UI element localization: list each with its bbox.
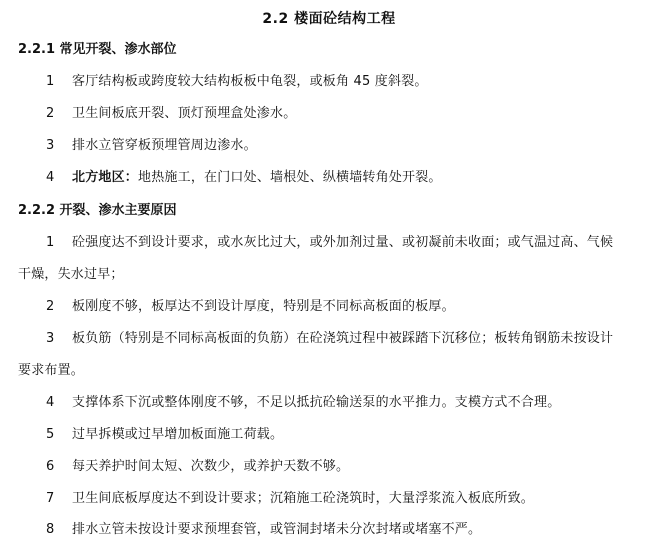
item-number: 2 <box>46 106 55 121</box>
item-number: 7 <box>46 491 55 506</box>
item-text: 地热施工，在门口处、墙根处、纵横墙转角处开裂。 <box>138 170 442 185</box>
list-item <box>46 487 534 506</box>
item-number: 8 <box>46 522 55 537</box>
list-item <box>46 423 283 442</box>
item-text: 卫生间板底开裂、顶灯预埋盒处渗水。 <box>72 106 297 121</box>
list-item <box>46 518 481 537</box>
item-text: 板刚度不够，板厚达不到设计厚度，特别是不同标高板面的板厚。 <box>72 299 455 314</box>
item-text: 砼强度达不到设计要求，或水灰比过大，或外加剂过量、或初凝前未收面；或气温过高、气候 <box>72 235 614 250</box>
item-number: 1 <box>46 235 55 250</box>
item-text: 每天养护时间太短、次数少，或养护天数不够。 <box>72 459 350 474</box>
list-item <box>46 134 257 153</box>
item-number: 6 <box>46 459 55 474</box>
item-text: 过早拆模或过早增加板面施工荷载。 <box>72 427 284 442</box>
list-item <box>46 327 613 346</box>
item-text: 支撑体系下沉或整体刚度不够，不足以抵抗砼输送泵的水平推力。支模方式不合理。 <box>72 395 561 410</box>
item-number: 3 <box>46 138 55 153</box>
list-item <box>46 391 560 410</box>
item-text: 排水立管穿板预埋管周边渗水。 <box>72 138 257 153</box>
item-number: 4 <box>46 395 55 410</box>
list-item <box>46 70 428 89</box>
item-number: 4 <box>46 170 55 185</box>
item-continuation: 要求布置。 <box>18 363 85 378</box>
list-item <box>46 166 442 185</box>
item-number: 5 <box>46 427 55 442</box>
list-item <box>46 231 613 250</box>
item-number: 2 <box>46 299 55 314</box>
list-item <box>46 102 296 121</box>
item-text: 卫生间底板厚度达不到设计要求；沉箱施工砼浇筑时，大量浮浆流入板底所致。 <box>72 491 535 506</box>
section-heading-common-cracks: 2.2.1 常见开裂、渗水部位 <box>18 42 177 57</box>
item-text: 排水立管未按设计要求预埋套管，或管洞封堵未分次封堵或堵塞不严。 <box>72 522 482 537</box>
item-continuation: 干燥，失水过早； <box>18 267 124 282</box>
item-lead: 北方地区： <box>72 170 139 185</box>
page-title: 2.2 楼面砼结构工程 <box>262 11 396 27</box>
item-text: 板负筋（特别是不同标高板面的负筋）在砼浇筑过程中被踩踏下沉移位；板转角钢筋未按设计 <box>72 331 614 346</box>
item-text: 客厅结构板或跨度较大结构板板中龟裂，或板角 45 度斜裂。 <box>72 74 428 89</box>
list-item <box>46 295 455 314</box>
list-item <box>46 455 349 474</box>
item-number: 1 <box>46 74 55 89</box>
section-heading-main-causes: 2.2.2 开裂、渗水主要原因 <box>18 203 177 218</box>
item-number: 3 <box>46 331 55 346</box>
